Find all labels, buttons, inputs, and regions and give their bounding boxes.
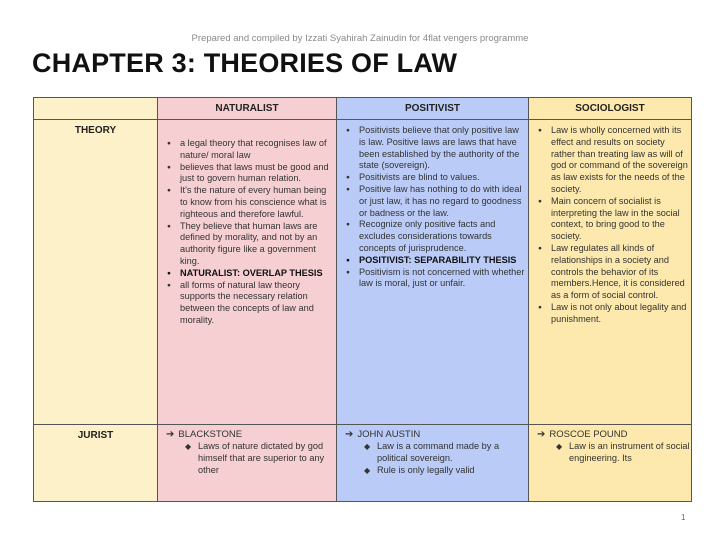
header-sociologist: SOCIOLOGIST (529, 98, 692, 120)
jurist-row (34, 425, 692, 502)
positivist-theory-point: ● Positivists are blind to values. (337, 172, 528, 184)
jurist-label-cell (34, 425, 158, 502)
positivist-jurist-points (337, 441, 528, 476)
naturalist-theory-point: ● all forms of natural law theory supports the necessary relation between the concepts of law and morality. (158, 280, 336, 327)
positivist-theory-point: ● Positive law has nothing to do with ideal or just law, it has no regard to goodness or badness or the law. (337, 184, 528, 219)
theories-table (33, 97, 692, 502)
sociologist-theory-point: ● Main concern of socialist is interpreting the law in the social context, to bring good to the society. (529, 196, 691, 243)
naturalist-theory-list (158, 120, 336, 327)
naturalist-jurist (158, 425, 336, 441)
theory-label: THEORY (74, 125, 117, 136)
header-row (34, 98, 692, 120)
page-title: CHAPTER 3: THEORIES OF LAW (32, 48, 458, 78)
jurist-label: JURIST (77, 430, 114, 441)
jurist-point: ◆ Law is an instrument of social engineering. Its (529, 441, 691, 465)
header-naturalist: NATURALIST (158, 98, 337, 120)
positivist-theory-cell (337, 120, 529, 425)
positivist-theory-point: ● Positivism is not concerned with whether law is moral, just or unfair. (337, 267, 528, 291)
naturalist-jurist-cell (158, 425, 337, 502)
jurist-name: BLACKSTONE (178, 429, 243, 440)
theory-row (34, 120, 692, 425)
arrow-icon: ➔ (537, 429, 546, 440)
naturalist-theory-point: ● a legal theory that recognises law of nature/ moral law (158, 138, 336, 162)
jurist-point: ◆ Laws of nature dictated by god himself that are superior to any other (158, 441, 336, 476)
jurist-name: ROSCOE POUND (549, 429, 628, 440)
positivist-theory-point: ● Recognize only positive facts and excludes considerations towards concepts of jurisprudence. (337, 219, 528, 254)
sociologist-theory-point: ● Law is wholly concerned with its effect and results on society rather than treating law as will of god or command of the sovereign as law exists for the needs of the society. (529, 125, 691, 196)
credit-line: Prepared and compiled by Izzati Syahirah Zainudin for 4flat vengers programme (191, 33, 529, 44)
arrow-icon: ➔ (345, 429, 354, 440)
sociologist-jurist (529, 425, 691, 441)
sociologist-theory-point: ● Law regulates all kinds of relationships in a society and controls the behavior of its members.Hence, it is considered as a form of social control. (529, 243, 691, 302)
naturalist-jurist-points (158, 441, 336, 476)
header-empty (34, 98, 158, 120)
arrow-icon: ➔ (166, 429, 175, 440)
jurist-point: ◆ Rule is only legally valid (337, 465, 528, 477)
naturalist-theory-point: ● believes that laws must be good and just to govern human relation. (158, 162, 336, 186)
naturalist-theory-point: ● NATURALIST: OVERLAP THESIS (158, 268, 336, 280)
sociologist-theory-point: ● Law is not only about legality and punishment. (529, 302, 691, 326)
sociologist-theory-list (529, 120, 691, 326)
jurist-name: JOHN AUSTIN (357, 429, 421, 440)
naturalist-theory-point: ● They believe that human laws are defined by morality, and not by an authority figure like a government king. (158, 221, 336, 268)
sociologist-jurist-points (529, 441, 691, 465)
header-positivist: POSITIVIST (337, 98, 529, 120)
naturalist-theory-cell (158, 120, 337, 425)
theory-label-cell (34, 120, 158, 425)
positivist-jurist (337, 425, 528, 441)
positivist-theory-point: ● POSITIVIST: SEPARABILITY THESIS (337, 255, 528, 267)
sociologist-theory-cell (529, 120, 692, 425)
positivist-theory-point: ● Positivists believe that only positive law is law. Positive laws are laws that have been established by the authority of the state (sovereign). (337, 125, 528, 172)
positivist-theory-list (337, 120, 528, 290)
jurist-point: ◆ Law is a command made by a political sovereign. (337, 441, 528, 465)
page-number: 1 (681, 513, 686, 522)
naturalist-theory-point: ● It's the nature of every human being to know from his conscience what is righteous and therefore lawful. (158, 185, 336, 220)
positivist-jurist-cell (337, 425, 529, 502)
sociologist-jurist-cell (529, 425, 692, 502)
